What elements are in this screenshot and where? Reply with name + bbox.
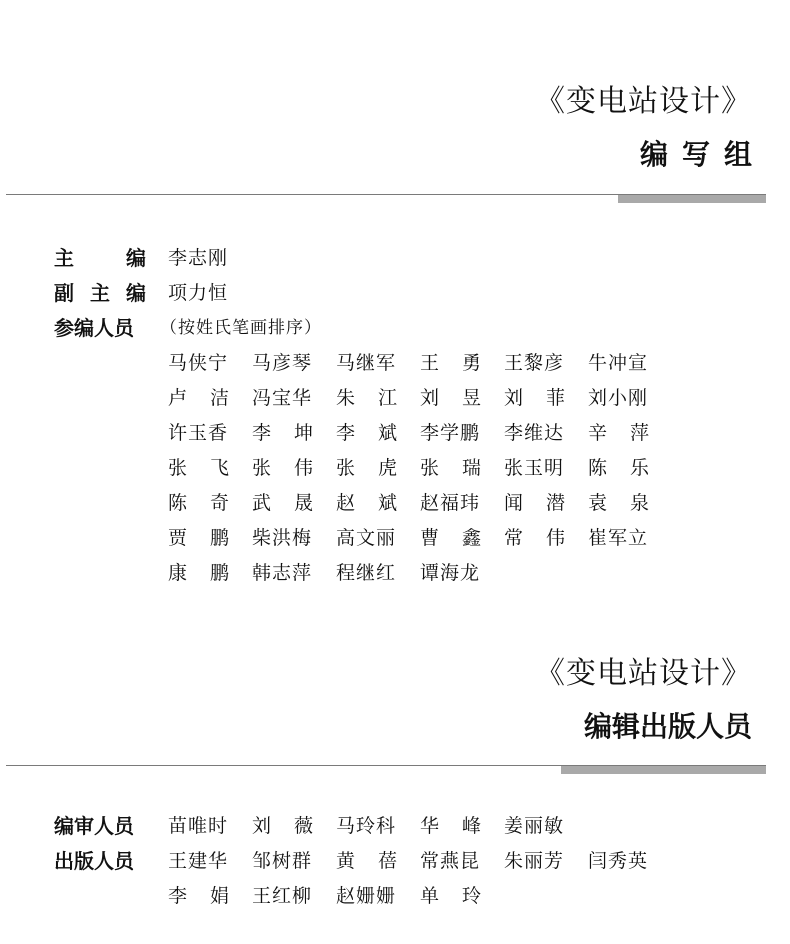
person-name: 谭海龙 xyxy=(420,562,481,584)
divider-accent-bar xyxy=(618,195,766,203)
person-name: 张玉明 xyxy=(504,457,565,479)
person-name: 赵 斌 xyxy=(336,492,398,514)
person-name: 赵姗姗 xyxy=(336,885,397,907)
role-label: 副 主 编 xyxy=(54,281,146,305)
person-name: 朱 江 xyxy=(336,387,398,409)
person-name: 李学鹏 xyxy=(420,422,481,444)
person-name: 辛 萍 xyxy=(588,422,650,444)
group-title: 编辑出版人员 xyxy=(583,710,752,743)
role-label: 参 编 人 员 xyxy=(54,316,134,340)
person-name: 马侠宁 xyxy=(168,352,229,374)
person-name: 张 飞 xyxy=(168,457,230,479)
book-title: 《变电站设计》 xyxy=(535,84,752,119)
person-name: 韩志萍 xyxy=(252,562,313,584)
person-name: 李维达 xyxy=(504,422,565,444)
person-name: 张 伟 xyxy=(252,457,314,479)
person-name: 闻 潜 xyxy=(504,492,566,514)
person-name: 李 娟 xyxy=(168,885,230,907)
person-name: 高文丽 xyxy=(336,527,397,549)
role-label: 出 版 人 员 xyxy=(54,849,134,873)
person-name: 卢 洁 xyxy=(168,387,230,409)
person-name: 马继军 xyxy=(336,352,397,374)
person-name: 王黎彦 xyxy=(504,352,565,374)
role-label: 主 编 xyxy=(54,246,146,270)
role-value: 李志刚 xyxy=(168,247,229,269)
person-name: 袁 泉 xyxy=(588,492,650,514)
person-name: 刘 薇 xyxy=(252,815,314,837)
person-name: 张 瑞 xyxy=(420,457,482,479)
sort-note: （按姓氏笔画排序） xyxy=(160,318,322,338)
role-label: 编 审 人 员 xyxy=(54,814,134,838)
person-name: 刘 昱 xyxy=(420,387,482,409)
person-name: 苗唯时 xyxy=(168,815,229,837)
person-name: 李 坤 xyxy=(252,422,314,444)
person-name: 常燕昆 xyxy=(420,850,481,872)
book-title: 《变电站设计》 xyxy=(535,656,752,691)
person-name: 许玉香 xyxy=(168,422,229,444)
person-name: 牛冲宣 xyxy=(588,352,649,374)
group-title xyxy=(352,138,766,172)
person-name: 程继红 xyxy=(336,562,397,584)
person-name: 贾 鹏 xyxy=(168,527,230,549)
person-name: 王 勇 xyxy=(420,352,482,374)
person-name: 黄 蓓 xyxy=(336,850,398,872)
person-name: 武 晟 xyxy=(252,492,314,514)
person-name: 康 鹏 xyxy=(168,562,230,584)
person-name: 马玲科 xyxy=(336,815,397,837)
person-name: 马彦琴 xyxy=(252,352,313,374)
person-name: 华 峰 xyxy=(420,815,482,837)
person-name: 曹 鑫 xyxy=(420,527,482,549)
person-name: 姜丽敏 xyxy=(504,815,565,837)
person-name: 赵福玮 xyxy=(420,492,481,514)
person-name: 陈 乐 xyxy=(588,457,650,479)
person-name: 常 伟 xyxy=(504,527,566,549)
divider-accent-bar xyxy=(561,766,766,774)
person-name: 刘小刚 xyxy=(588,387,649,409)
role-value: 项力恒 xyxy=(168,282,229,304)
person-name: 邹树群 xyxy=(252,850,313,872)
person-name: 王红柳 xyxy=(252,885,313,907)
person-name: 冯宝华 xyxy=(252,387,313,409)
person-name: 朱丽芳 xyxy=(504,850,565,872)
person-name: 刘 菲 xyxy=(504,387,566,409)
person-name: 崔军立 xyxy=(588,527,649,549)
person-name: 柴洪梅 xyxy=(252,527,313,549)
person-name: 李 斌 xyxy=(336,422,398,444)
person-name: 张 虎 xyxy=(336,457,398,479)
person-name: 单 玲 xyxy=(420,885,482,907)
person-name: 闫秀英 xyxy=(588,850,649,872)
person-name: 王建华 xyxy=(168,850,229,872)
group-title-text: 编写组 xyxy=(639,138,766,171)
person-name: 陈 奇 xyxy=(168,492,230,514)
